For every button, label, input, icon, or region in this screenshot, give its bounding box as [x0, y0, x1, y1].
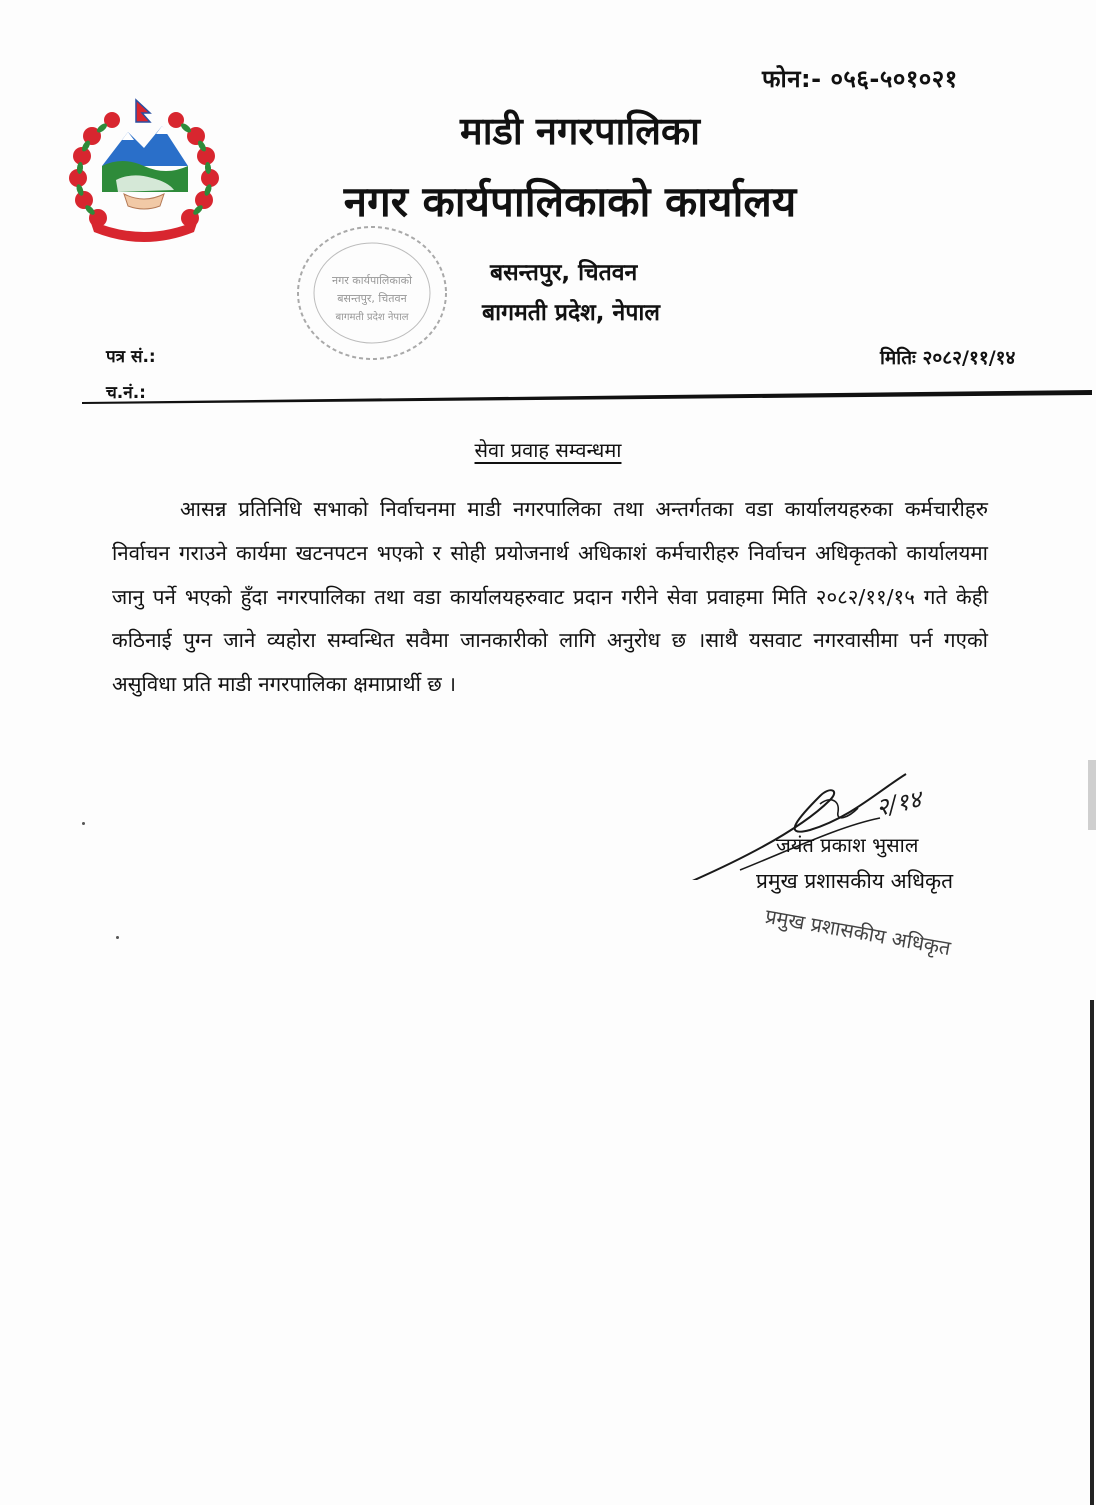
- office-stamp: [292, 218, 452, 368]
- office-name: माडी नगरपालिका: [459, 109, 701, 153]
- signatory-name: जयंत प्रकाश भुसाल: [776, 833, 919, 857]
- letter-date: मितिः २०८२/११/१४: [880, 347, 1016, 369]
- speck: [82, 822, 85, 825]
- dispatch-number-label: च.नं.:: [106, 383, 146, 403]
- stamp-line-3: बागमती प्रदेश नेपाल: [335, 312, 409, 323]
- letter-subject: [0, 436, 1096, 463]
- stamp-line-1: नगर कार्यपालिकाको: [332, 274, 412, 287]
- subject-text: सेवा प्रवाह सम्वन्धमा: [474, 438, 622, 462]
- scan-edge-mark: [1088, 760, 1096, 830]
- phone-number: फोन:- ०५६-५०१०२१: [762, 65, 958, 93]
- letter-number-label: पत्र सं.:: [106, 347, 156, 367]
- speck: [116, 936, 119, 939]
- office-title: नगर कार्यपालिकाको कार्यालय: [343, 177, 797, 226]
- designation-stamp: प्रमुख प्रशासकीय अधिकृत: [763, 903, 953, 961]
- header-divider: [82, 390, 1092, 404]
- address-line-2: बागमती प्रदेश, नेपाल: [482, 300, 660, 326]
- stamp-line-2: बसन्तपुर, चितवन: [337, 292, 407, 305]
- letter-body: आसन्न प्रतिनिधि सभाको निर्वाचनमा माडी नगरपालिका तथा अन्तर्गतका वडा कार्यालयहरुका कर्मचारीहरु निर्वाचन गराउने कार्यमा खटनपटन भएको र सोही प्रयोजनार्थ अधिकाशं कर्मचारीहरु निर्वाचन अधिकृतको कार्यालयमा जानु पर्ने भएको हुँदा नगरपालिका तथा वडा कार्यालयहरुवाट प्रदान गरीने सेवा प्रवाहमा मिति २०८२/११/१५ गते केही कठिनाई पुग्न जाने व्यहोरा सम्वन्धित सवैमा जानकारीको लागि अनुरोध छ ।साथै यसवाट नगरवासीमा पर्न गएको असुविधा प्रति माडी नगरपालिका क्षमाप्रार्थी छ ।: [112, 497, 988, 697]
- address-line-1: बसन्तपुर, चितवन: [490, 260, 638, 286]
- signature: [680, 760, 1000, 880]
- scan-edge-line: [1090, 1000, 1094, 1505]
- signature-date: २/१४: [873, 785, 924, 822]
- signatory-title: प्रमुख प्रशासकीय अधिकृत: [756, 869, 954, 893]
